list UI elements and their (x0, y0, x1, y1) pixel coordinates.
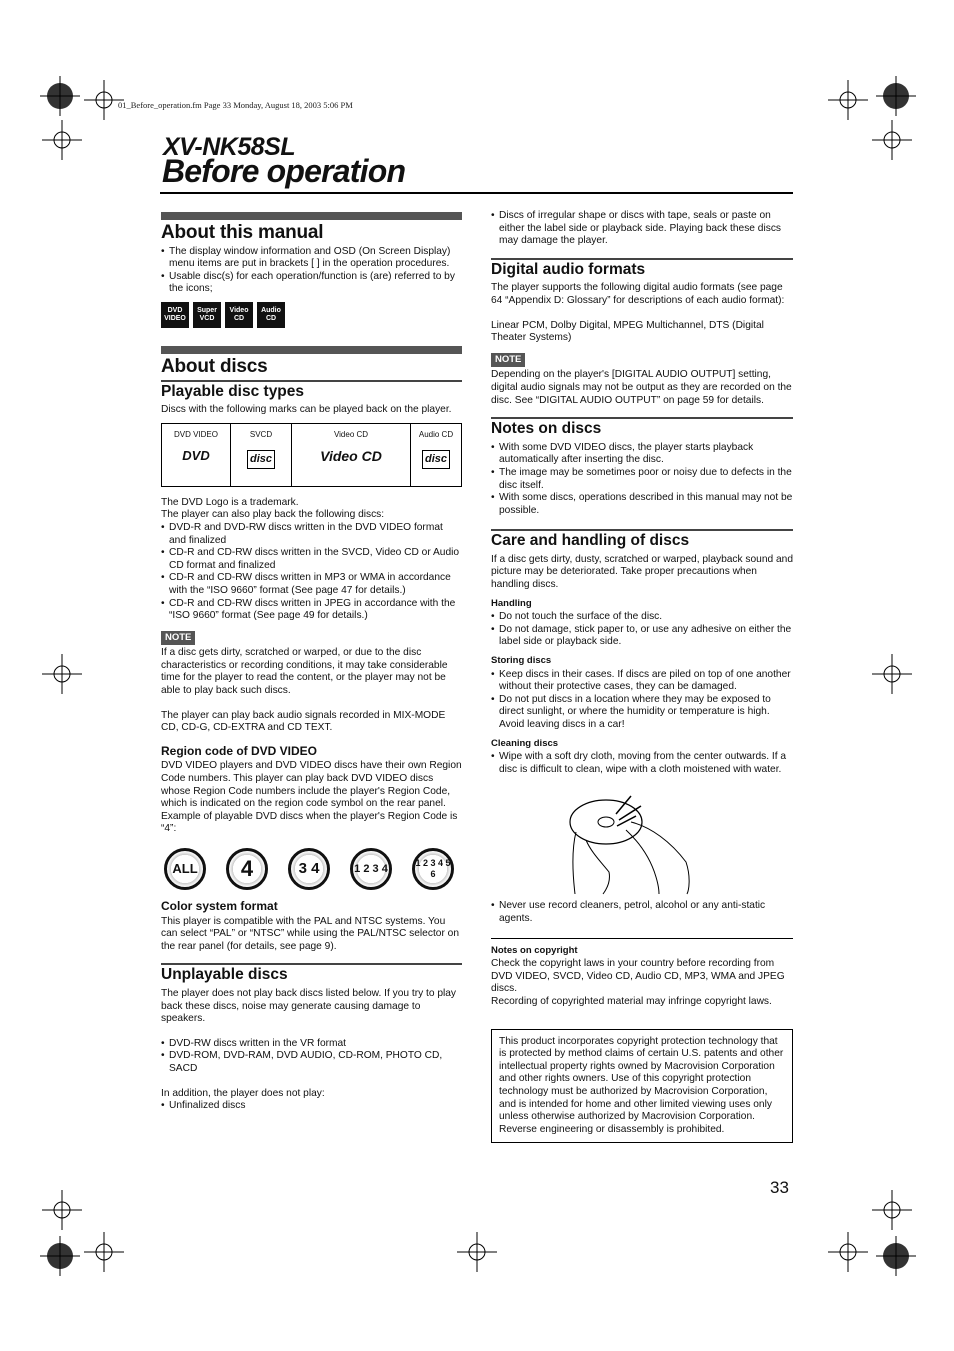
list-item: • Usable disc(s) for each operation/function is (are) referred to by the icons; (161, 271, 462, 296)
crosshair-mark-icon (872, 120, 912, 160)
mixmode-text: The player can play back audio signals recorded in MIX-MODE CD, CD-G, CD-EXTRA and CD TEXT. (161, 709, 446, 734)
region-example: Example of playable DVD discs when the player's Region Code is “4”: (161, 810, 458, 835)
region-icons (164, 848, 462, 890)
note-label: NOTE (161, 631, 195, 646)
region-3-4-icon: 3 4 (288, 848, 330, 890)
crosshair-mark-icon (872, 654, 912, 694)
handling-list (491, 611, 793, 649)
list-item: • With some discs, operations described in this manual may not be possible. (491, 492, 793, 517)
playable-heading: Playable disc types (161, 380, 462, 399)
list-item: • The image may be sometimes poor or noisy due to defects in the disc itself. (491, 467, 793, 492)
list-item: • The display window information and OSD (On Screen Display) menu items are put in brackets [ ] in the operation procedures. (161, 246, 462, 271)
audio-cd-icon: Audio CD (257, 302, 285, 328)
section-bar (161, 212, 462, 220)
title-rule (160, 192, 793, 194)
crosshair-mark-icon (457, 1232, 497, 1272)
also-play-list (161, 522, 462, 623)
care-heading: Care and handling of discs (491, 529, 793, 548)
compact-disc-logo-icon: disc (247, 450, 275, 469)
handling-heading: Handling (491, 597, 532, 609)
svcd-icon: Super VCD (193, 302, 221, 328)
list-item: • CD-R and CD-RW discs written in MP3 or WMA in accordance with the “ISO 9660” format (See page 47 for details.) (161, 572, 462, 597)
list-item: • Discs of irregular shape or discs with tape, seals or paste on either the label side or playback side. Playing back these discs may damage the player. (491, 210, 793, 248)
region-1-6-icon: 1 2 3 4 5 6 (412, 848, 454, 890)
region-heading: Region code of DVD VIDEO (161, 743, 318, 758)
page-title: Before operation (162, 153, 406, 189)
table-cell: Audio CD disc (411, 423, 462, 486)
copyright-rule (491, 938, 793, 1009)
list-item: • DVD-ROM, DVD-RAM, DVD AUDIO, CD-ROM, PHOTO CD, SACD (161, 1050, 462, 1075)
copyright-heading: Notes on copyright (491, 944, 578, 956)
table-cell: Video CD Video CD (292, 423, 411, 486)
registration-mark-icon (876, 76, 916, 116)
note-text: If a disc gets dirty, scratched or warped, or due to the disc characteristics or recording conditions, it may take considerable time for the player to read the content, or the player may not be able to play back such discs. (161, 647, 448, 697)
right-column (491, 210, 793, 1143)
also-play-text: The player can also play back the following discs: (161, 509, 385, 521)
addition-text: In addition, the player does not play: (161, 1087, 325, 1099)
digital-audio-formats: Linear PCM, Dolby Digital, MPEG Multichannel, DTS (Digital Theater Systems) (491, 319, 764, 344)
registration-mark-icon (40, 76, 80, 116)
crosshair-mark-icon (828, 1232, 868, 1272)
section-bar (161, 346, 462, 354)
registration-mark-icon (40, 1236, 80, 1276)
file-info: 01_Before_operation.fm Page 33 Monday, August 18, 2003 5:06 PM (118, 100, 353, 110)
storing-heading: Storing discs (491, 655, 552, 667)
disc-type-table (161, 423, 462, 487)
registration-mark-icon (876, 1236, 916, 1276)
list-item: • Wipe with a soft dry cloth, moving from the center outwards. If a disc is difficult to clean, wipe with a cloth moistened with water. (491, 751, 793, 776)
list-item: • Keep discs in their cases. If discs are piled on top of one another without their protective cases, they can be damaged. (491, 669, 793, 694)
table-cell: SVCD disc (231, 423, 292, 486)
list-item: • Do not put discs in a location where they may be exposed to direct sunlight, or where the humidity or temperature is high. Avoid leaving discs in a car! (491, 694, 793, 732)
about-manual-heading: About this manual (161, 222, 324, 243)
crosshair-mark-icon (84, 1232, 124, 1272)
region-text: DVD VIDEO players and DVD VIDEO discs have their own Region Code numbers. This player can play back DVD VIDEO discs whose Region Code numbers include the player's Region Code, which is indicated on the region code symbol on the rear panel. (161, 760, 462, 810)
macrovision-notice: This product incorporates copyright protection technology that is protected by method claims of certain U.S. patents and other intellectual property rights owned by Macrovision Corporation and other rights owners. Use of this copyright protection technology must be authorized by Macrovision Corporation, and is intended for home and other limited viewing uses only unless otherwise authorized by Macrovision Corporation. Reverse engineering or disassembly is prohibited. (491, 1029, 793, 1144)
page-number: 33 (770, 1178, 789, 1197)
digital-audio-heading: Digital audio formats (491, 258, 793, 277)
list-item: • Unfinalized discs (161, 1100, 462, 1113)
playable-intro: Discs with the following marks can be played back on the player. (161, 404, 452, 416)
cleaning-heading: Cleaning discs (491, 737, 559, 749)
copyright-text: Check the copyright laws in your country before recording from DVD VIDEO, SVCD, Video CD, Audio CD, MP3, WMA and JPEG discs. (491, 958, 785, 995)
note-label: NOTE (491, 353, 525, 368)
crosshair-mark-icon (42, 120, 82, 160)
about-manual-list (161, 246, 462, 296)
list-item: • Do not touch the surface of the disc. (491, 611, 793, 624)
unplayable-intro: The player does not play back discs listed below. If you try to play back these discs, noise may generate causing damage to speakers. (161, 987, 457, 1025)
about-discs-heading: About discs (161, 355, 268, 377)
color-text: This player is compatible with the PAL and NTSC systems. You can select “PAL” or “NTSC” while using the PAL/NTSC selector on the rear panel (for details, see page 9). (161, 915, 459, 952)
region-4-icon: 4 (226, 848, 268, 890)
dvd-video-icon: DVD VIDEO (161, 302, 189, 328)
model-name: XV-NK58SL (163, 133, 296, 161)
list-item: • Never use record cleaners, petrol, alcohol or any anti-static agents. (491, 900, 793, 925)
list-item: • DVD-RW discs written in the VR format (161, 1038, 462, 1051)
list-item: • CD-R and CD-RW discs written in the SVCD, Video CD or Audio CD format and finalized (161, 547, 462, 572)
storing-list (491, 669, 793, 732)
cleaning-list (491, 751, 793, 776)
copyright-text: Recording of copyrighted material may infringe copyright laws. (491, 995, 772, 1007)
color-heading: Color system format (161, 899, 278, 913)
unplayable-heading: Unplayable discs (161, 963, 462, 982)
video-cd-logo-icon: Video CD (320, 448, 382, 465)
notes-discs-list (491, 442, 793, 518)
irregular-list (491, 210, 793, 248)
addition-list (161, 1100, 462, 1113)
digital-audio-text: The player supports the following digital audio formats (see page 64 “Appendix D: Glossary” for descriptions of each audio format): (491, 282, 785, 306)
left-column (161, 212, 462, 1113)
crosshair-mark-icon (828, 80, 868, 120)
note-text: Depending on the player's [DIGITAL AUDIO OUTPUT] setting, digital audio signals may not be output as they are recorded on the disc. See “DIGITAL AUDIO OUTPUT” on page 59 for details. (491, 369, 792, 406)
region-1-4-icon: 1 2 3 4 (350, 848, 392, 890)
unplayable-list (161, 1038, 462, 1076)
region-all-icon: ALL (164, 848, 206, 890)
list-item: • DVD-R and DVD-RW discs written in the DVD VIDEO format and finalized (161, 522, 462, 547)
care-intro: If a disc gets dirty, dusty, scratched or warped, playback sound and picture may be deteriorated. Take proper precautions when handling discs. (491, 553, 794, 591)
dvd-logo-icon: DVD (182, 448, 210, 464)
crosshair-mark-icon (42, 1190, 82, 1230)
list-item: • Do not damage, stick paper to, or use any adhesive on either the label side or playback side. (491, 624, 793, 649)
table-cell: DVD VIDEO DVD (162, 423, 231, 486)
list-item: • CD-R and CD-RW discs written in JPEG in accordance with the “ISO 9660” format (See page 49 for details.) (161, 598, 462, 623)
notes-discs-heading: Notes on discs (491, 417, 793, 436)
video-cd-icon: Video CD (225, 302, 253, 328)
list-item: • With some DVD VIDEO discs, the player starts playback automatically after inserting the disc. (491, 442, 793, 467)
crosshair-mark-icon (872, 1190, 912, 1230)
disc-cleaning-illustration (491, 782, 793, 896)
crosshair-mark-icon (42, 654, 82, 694)
after-list (491, 900, 793, 925)
disc-icons (161, 302, 462, 328)
compact-disc-logo-icon: disc (422, 450, 450, 469)
trademark-text: The DVD Logo is a trademark. (161, 496, 299, 508)
